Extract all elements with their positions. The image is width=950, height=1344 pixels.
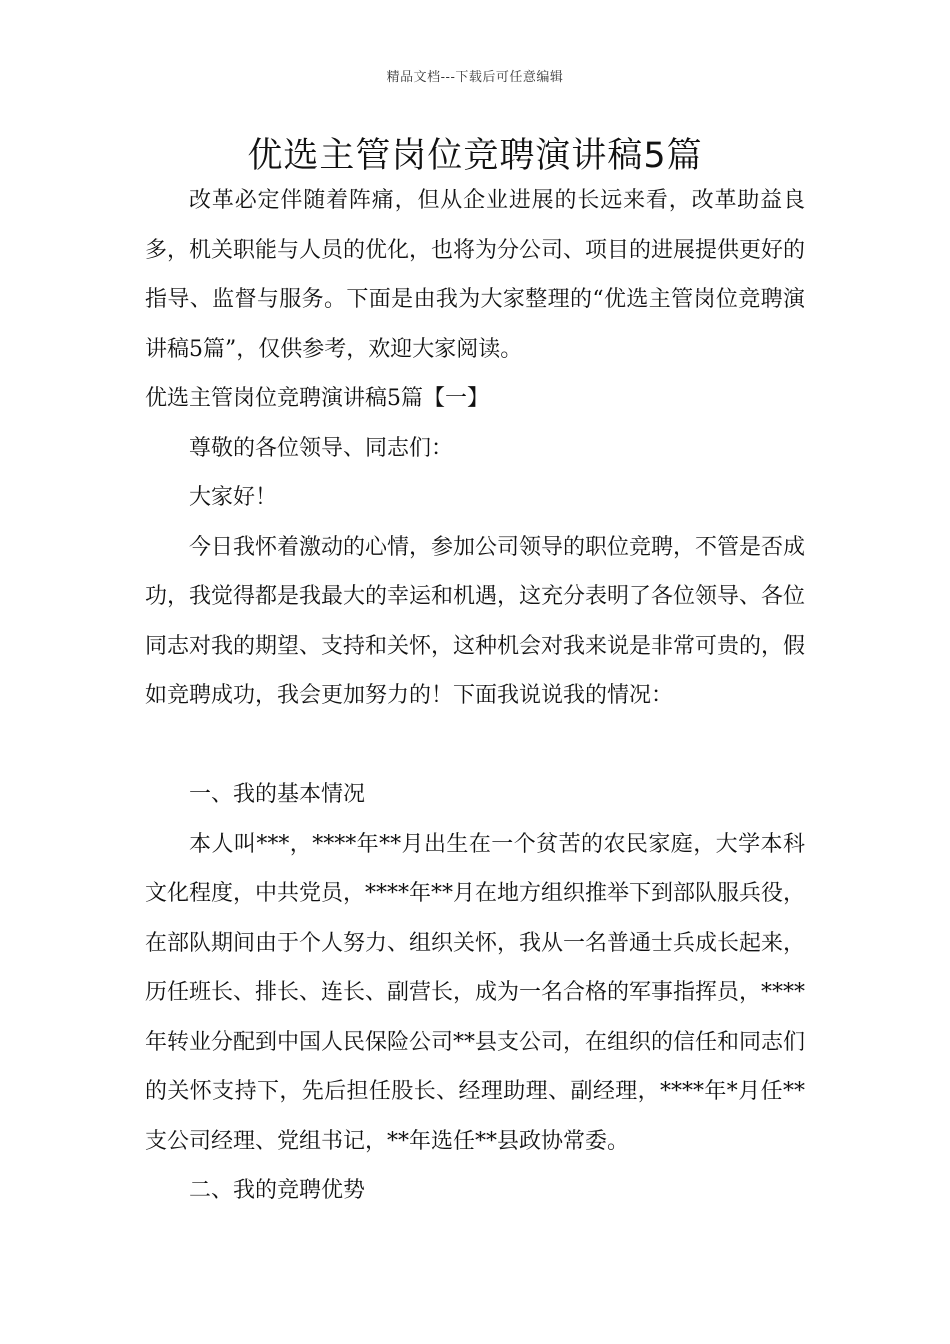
part-1-heading: 一、我的基本情况 <box>189 782 366 807</box>
blank-line <box>145 721 805 771</box>
document-body <box>145 176 805 1216</box>
opening-paragraph: 今日我怀着激动的心情，参加公司领导的职位竞聘，不管是否成功，我觉得都是我最大的幸运和机遇，这充分表明了各位领导、各位同志对我的期望、支持和关怀，这种机会对我来说是非常可贵的，假如竞聘成功，我会更加努力的！下面我说说我的情况： <box>145 534 806 708</box>
section-heading: 优选主管岗位竞聘演讲稿5篇【一】 <box>145 386 489 411</box>
intro-paragraph: 改革必定伴随着阵痛，但从企业进展的长远来看，改革助益良多，机关职能与人员的优化，也将为分公司、项目的进展提供更好的指导、监督与服务。下面是由我为大家整理的“优选主管岗位竞聘演讲稿5篇”，仅供参考，欢迎大家阅读。 <box>145 188 806 362</box>
part-2-heading: 二、我的竞聘优势 <box>189 1178 366 1203</box>
document-title: 优选主管岗位竞聘演讲稿5篇 <box>247 136 703 176</box>
part-1-body: 本人叫***，****年**月出生在一个贫苦的农民家庭，大学本科文化程度，中共党员，****年**月在地方组织推举下到部队服兵役，在部队期间由于个人努力、组织关怀，我从一名普通士兵成长起来，历任班长、排长、连长、副营长，成为一名合格的军事指挥员，****年转业分配到中国人民保险公司**县支公司，在组织的信任和同志们的关怀支持下，先后担任股长、经理助理、副经理，****年*月任**支公司经理、党组书记，**年选任**县政协常委。 <box>145 831 806 1154</box>
salutation: 尊敬的各位领导、同志们： <box>189 435 454 461</box>
greeting: 大家好！ <box>189 485 278 510</box>
header-note: 精品文档---下载后可任意编辑 <box>386 70 564 85</box>
